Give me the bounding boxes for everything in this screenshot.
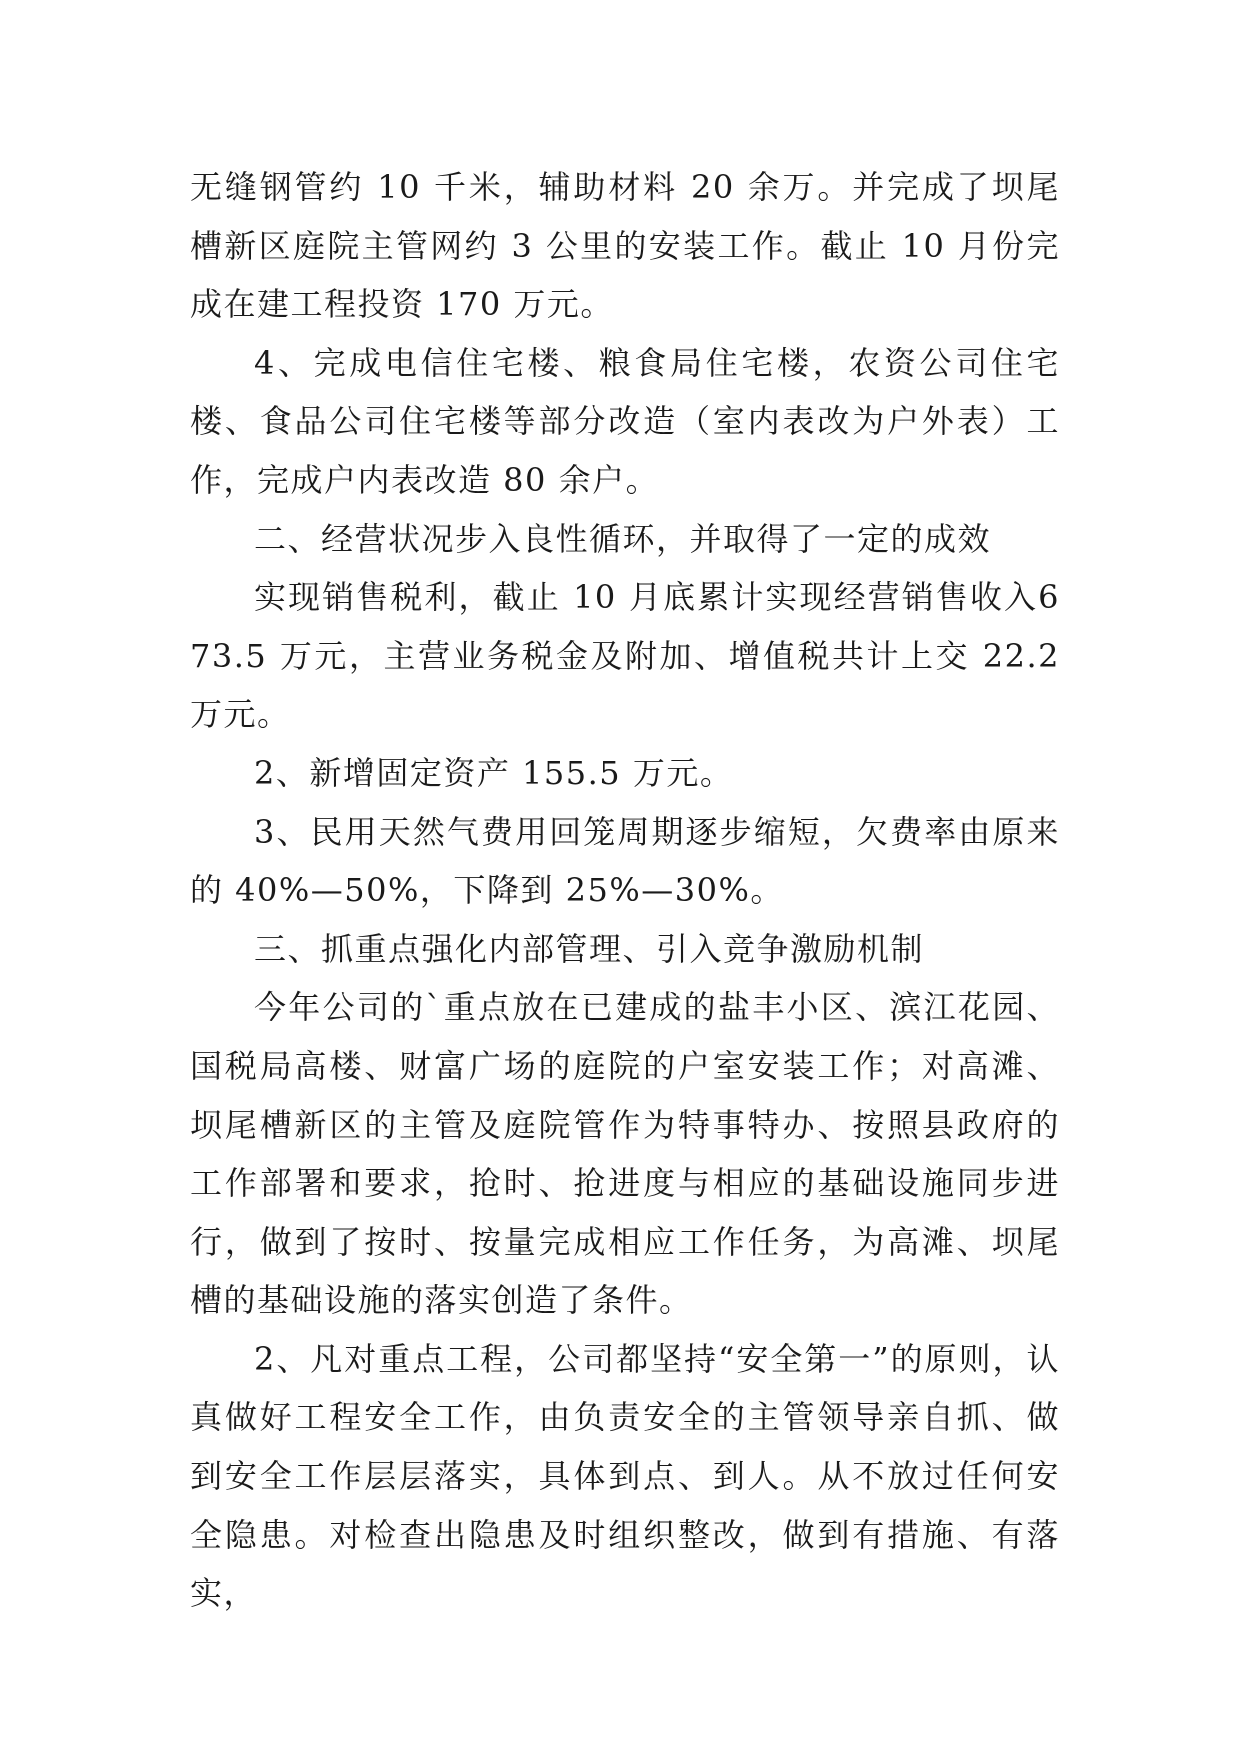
paragraph-continuation: 无缝钢管约 10 千米，辅助材料 20 余万。并完成了坝尾槽新区庭院主管网约 3 公里的安装工作。截止 10 月份完成在建工程投资 170 万元。 xyxy=(190,168,1060,324)
paragraph-item-2-assets: 2、新增固定资产 155.5 万元。 xyxy=(254,753,734,792)
document-body xyxy=(190,158,1060,1623)
paragraph-sales: 实现销售税利，截止 10 月底累计实现经营销售收入673.5 万元，主营业务税金及附加、增值税共计上交 22.2 万元。 xyxy=(190,578,1060,734)
paragraph-item-3-arrears: 3、民用天然气费用回笼周期逐步缩短，欠费率由原来的 40%—50%，下降到 25%—30%。 xyxy=(190,812,1060,910)
paragraph-focus: 今年公司的`重点放在已建成的盐丰小区、滨江花园、国税局高楼、财富广场的庭院的户室安装工作；对高滩、坝尾槽新区的主管及庭院管作为特事特办、按照县政府的工作部署和要求，抢时、抢进度与相应的基础设施同步进行，做到了按时、按量完成相应工作任务，为高滩、坝尾槽的基础设施的落实创造了条件。 xyxy=(190,988,1060,1320)
paragraph-item-2-safety: 2、凡对重点工程，公司都坚持“安全第一”的原则，认真做好工程安全工作，由负责安全的主管领导亲自抓、做到安全工作层层落实，具体到点、到人。从不放过任何安全隐患。对检查出隐患及时组织整改，做到有措施、有落实， xyxy=(190,1339,1060,1613)
paragraph-item-4: 4、完成电信住宅楼、粮食局住宅楼，农资公司住宅楼、食品公司住宅楼等部分改造（室内表改为户外表）工作，完成户内表改造 80 余户。 xyxy=(190,343,1060,499)
section-heading-2: 二、经营状况步入良性循环，并取得了一定的成效 xyxy=(254,519,992,558)
section-heading-3: 三、抓重点强化内部管理、引入竞争激励机制 xyxy=(254,929,925,968)
